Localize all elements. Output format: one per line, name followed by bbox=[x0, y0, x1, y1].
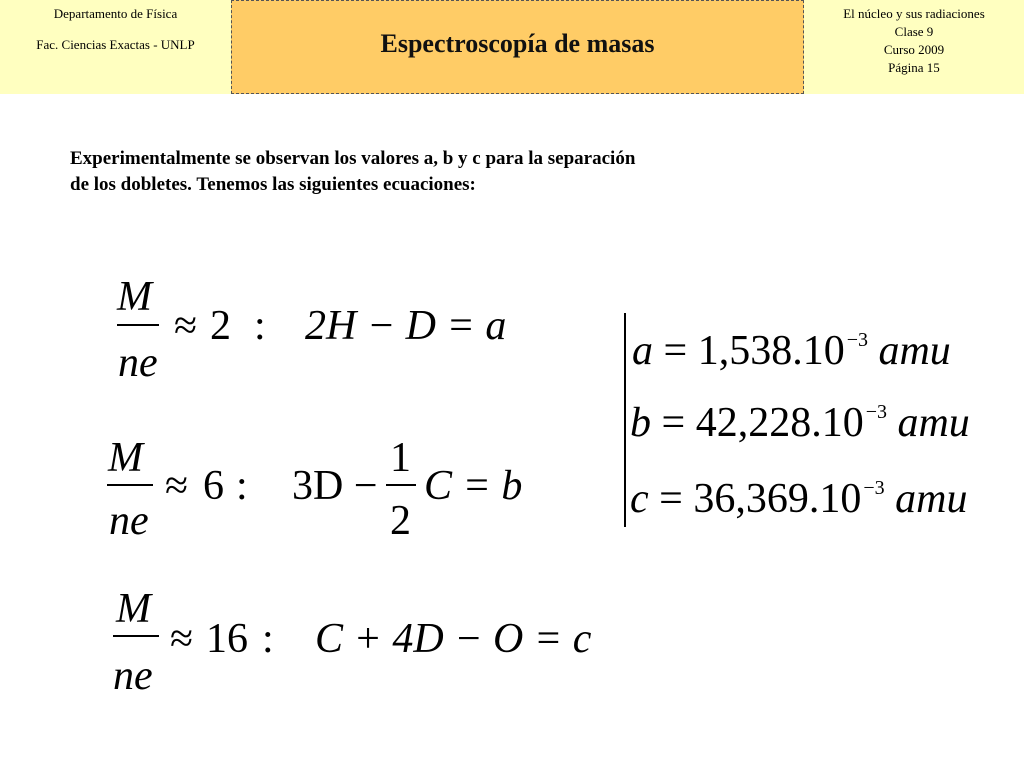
eq3-ratio: 16 bbox=[206, 616, 248, 662]
result-b-unit: amu bbox=[897, 400, 970, 446]
result-c-value: 36,369.10 bbox=[693, 476, 862, 522]
eq3-denominator: ne bbox=[113, 653, 153, 699]
result-c bbox=[630, 478, 967, 520]
header-left-panel bbox=[0, 0, 231, 94]
class-label: Clase 9 bbox=[894, 24, 934, 39]
result-c-unit: amu bbox=[895, 476, 968, 522]
eq2-half-numerator: 1 bbox=[390, 435, 411, 481]
intro-paragraph bbox=[70, 146, 950, 198]
result-b-equals: = bbox=[661, 400, 686, 446]
result-c-var: c bbox=[630, 476, 649, 522]
eq1-denominator: ne bbox=[118, 340, 158, 386]
eq3-approx: ≈ bbox=[170, 616, 194, 662]
eq2-ratio: 6 bbox=[203, 463, 224, 509]
department-label: Departamento de Física bbox=[53, 6, 178, 21]
eq1-approx: ≈ bbox=[174, 303, 198, 349]
eq2-numerator: M bbox=[108, 435, 143, 481]
intro-line-1: Experimentalmente se observan los valores a, b y c para la separación bbox=[70, 148, 636, 169]
result-a-equals: = bbox=[663, 328, 688, 374]
course-year-label: Curso 2009 bbox=[883, 42, 945, 57]
results-bracket-line bbox=[624, 313, 626, 527]
eq1-colon: : bbox=[254, 303, 266, 349]
result-c-exponent: −3 bbox=[863, 477, 885, 499]
result-a-exponent: −3 bbox=[846, 329, 868, 351]
eq2-half-denominator: 2 bbox=[390, 498, 411, 544]
header-title-panel bbox=[231, 0, 804, 94]
page-title: Espectroscopía de masas bbox=[380, 29, 655, 58]
eq1-numerator: M bbox=[117, 274, 152, 320]
result-b-var: b bbox=[630, 400, 651, 446]
eq2-expression-start: 3D − bbox=[292, 463, 378, 509]
result-a-value: 1,538.10 bbox=[697, 328, 845, 374]
eq3-expression: C + 4D − O = c bbox=[315, 616, 592, 662]
intro-line-2: de los dobletes. Tenemos las siguientes ecuaciones: bbox=[70, 174, 476, 195]
eq3-fraction-bar bbox=[113, 635, 159, 637]
eq2-half-bar bbox=[386, 484, 416, 486]
eq3-colon: : bbox=[262, 616, 274, 662]
faculty-label: Fac. Ciencias Exactas - UNLP bbox=[36, 37, 195, 52]
result-c-equals: = bbox=[659, 476, 683, 522]
eq2-denominator: ne bbox=[109, 498, 149, 544]
result-a-unit: amu bbox=[878, 328, 951, 374]
page-number-label: Página 15 bbox=[888, 60, 940, 75]
result-a bbox=[632, 330, 951, 372]
result-b-value: 42,228.10 bbox=[695, 400, 864, 446]
eq1-fraction-bar bbox=[117, 324, 159, 326]
eq2-approx: ≈ bbox=[165, 463, 189, 509]
eq2-expression-end: C = b bbox=[424, 463, 523, 509]
eq3-numerator: M bbox=[116, 586, 151, 632]
eq2-fraction-bar bbox=[107, 484, 153, 486]
eq1-ratio: 2 bbox=[210, 303, 231, 349]
eq2-colon: : bbox=[236, 463, 248, 509]
result-b bbox=[630, 402, 970, 444]
eq1-expression: 2H − D = a bbox=[305, 303, 507, 349]
result-b-exponent: −3 bbox=[865, 401, 887, 423]
result-a-var: a bbox=[632, 328, 653, 374]
header-right-panel bbox=[804, 0, 1024, 94]
course-topic-label: El núcleo y sus radiaciones bbox=[843, 6, 985, 21]
